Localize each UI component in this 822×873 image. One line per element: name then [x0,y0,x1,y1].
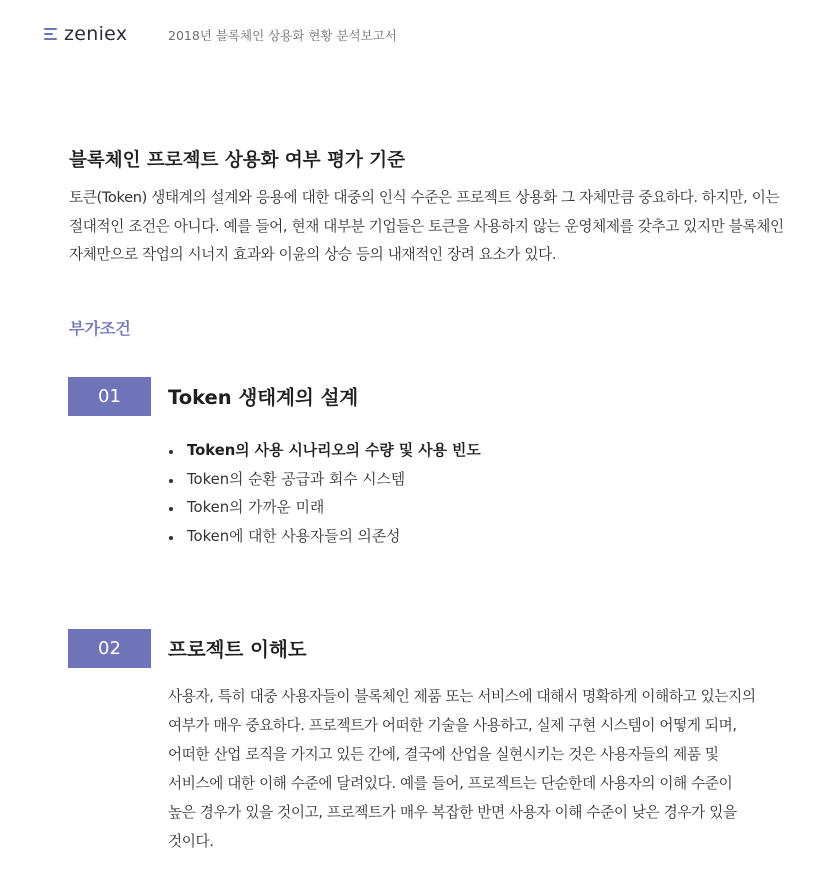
zeniex-logo [44,22,128,45]
list-item: Token에 대한 사용자들의 의존성 [168,523,481,552]
logo-mark-icon [44,27,57,42]
sub-label: 부가조건 [69,319,131,338]
list-item: Token의 순환 공급과 회수 시스템 [168,466,481,495]
list-item: Token의 사용 시나리오의 수량 및 사용 빈도 [168,437,481,466]
section-body-paragraph: 사용자, 특히 대중 사용자들이 블록체인 제품 또는 서비스에 대해서 명확하게 이해하고 있는지의 여부가 매우 중요하다. 프로젝트가 어떠한 기술을 사용하고, 실제 구현 시스템이 어떻게 되며, 어떠한 산업 로직을 가지고 있든 간에, 결국에 산업을 실현시키는 것은 사용자들의 제품 및 서비스에 대한 이해 수준에 달려있다. 예를 들어, 프로젝트는 단순한데 사용자의 이해 수준이 높은 경우가 있을 것이고, 프로젝트가 매우 복잡한 반면 사용자 이해 수준이 낮은 경우가 있을 것이다. [168,688,756,850]
intro-paragraph: 토큰(Token) 생태계의 설계와 응용에 대한 대중의 인식 수준은 프로젝트 상용화 그 자체만큼 중요하다. 하지만, 이는 절대적인 조건은 아니다. 예를 들어, 현재 대부분 기업들은 토큰을 사용하지 않는 운영체제를 갖추고 있지만 블록체인 자체만으로 작업의 시너지 효과와 이윤의 상승 등의 내재적인 장려 요소가 있다. [69,189,784,263]
logo-text: zeniex [64,22,128,45]
section-title: Token 생태계의 설계 [168,386,359,409]
page-title: 블록체인 프로젝트 상용화 여부 평가 기준 [69,150,406,171]
report-title: 2018년 블록체인 상용화 현황 분석보고서 [168,28,397,43]
section-number-badge: 02 [68,629,151,668]
page-header [44,22,127,46]
section-title: 프로젝트 이해도 [168,638,307,661]
section-number-badge: 01 [68,377,151,416]
bullet-list [168,437,481,552]
list-item: Token의 가까운 미래 [168,494,481,523]
